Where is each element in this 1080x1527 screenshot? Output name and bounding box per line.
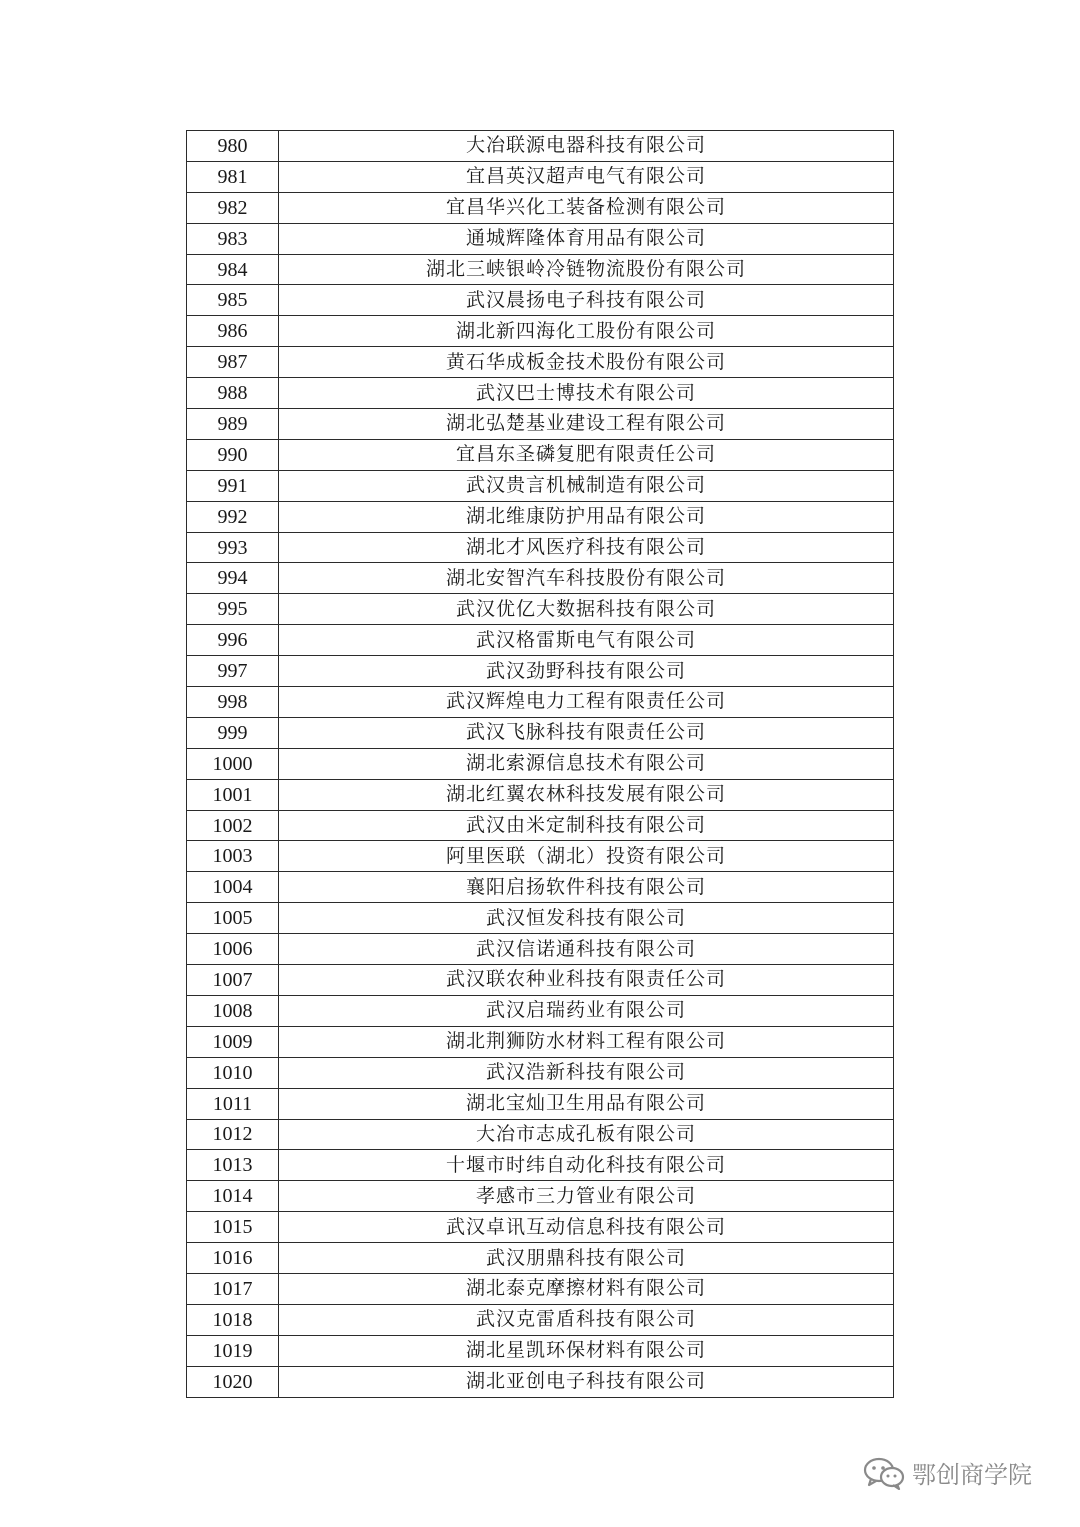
row-number: 992 — [187, 501, 279, 532]
row-number: 1006 — [187, 934, 279, 965]
company-name: 武汉信诺通科技有限公司 — [279, 934, 894, 965]
company-name: 武汉由米定制科技有限公司 — [279, 810, 894, 841]
company-name: 湖北三峡银岭冷链物流股份有限公司 — [279, 254, 894, 285]
row-number: 999 — [187, 717, 279, 748]
company-name: 孝感市三力管业有限公司 — [279, 1181, 894, 1212]
company-name: 襄阳启扬软件科技有限公司 — [279, 872, 894, 903]
company-name: 武汉飞脉科技有限责任公司 — [279, 717, 894, 748]
company-name: 武汉浩新科技有限公司 — [279, 1057, 894, 1088]
table-row — [187, 1119, 894, 1150]
table-row — [187, 1304, 894, 1335]
company-name: 宜昌东圣磷复肥有限责任公司 — [279, 439, 894, 470]
company-list-table — [186, 130, 894, 1398]
row-number: 985 — [187, 285, 279, 316]
table-row — [187, 131, 894, 162]
table-row — [187, 687, 894, 718]
row-number: 1003 — [187, 841, 279, 872]
row-number: 998 — [187, 687, 279, 718]
table-row — [187, 903, 894, 934]
row-number: 983 — [187, 223, 279, 254]
company-list-body — [187, 131, 894, 1398]
table-row — [187, 1150, 894, 1181]
table-row — [187, 347, 894, 378]
table-row — [187, 192, 894, 223]
row-number: 1001 — [187, 779, 279, 810]
table-row — [187, 717, 894, 748]
table-row — [187, 965, 894, 996]
company-name: 宜昌华兴化工装备检测有限公司 — [279, 192, 894, 223]
table-row — [187, 779, 894, 810]
company-name: 湖北才风医疗科技有限公司 — [279, 532, 894, 563]
company-name: 湖北索源信息技术有限公司 — [279, 748, 894, 779]
row-number: 996 — [187, 625, 279, 656]
row-number: 1010 — [187, 1057, 279, 1088]
table-row — [187, 995, 894, 1026]
table-row — [187, 161, 894, 192]
company-name: 武汉恒发科技有限公司 — [279, 903, 894, 934]
table-row — [187, 470, 894, 501]
company-name: 湖北新四海化工股份有限公司 — [279, 316, 894, 347]
company-name: 武汉联农种业科技有限责任公司 — [279, 965, 894, 996]
company-name: 湖北弘楚基业建设工程有限公司 — [279, 409, 894, 440]
row-number: 1019 — [187, 1335, 279, 1366]
company-name: 武汉朋鼎科技有限公司 — [279, 1243, 894, 1274]
row-number: 1005 — [187, 903, 279, 934]
row-number: 995 — [187, 594, 279, 625]
table-row — [187, 872, 894, 903]
row-number: 1017 — [187, 1273, 279, 1304]
company-name: 武汉辉煌电力工程有限责任公司 — [279, 687, 894, 718]
row-number: 1009 — [187, 1026, 279, 1057]
company-name: 武汉格雷斯电气有限公司 — [279, 625, 894, 656]
row-number: 1008 — [187, 995, 279, 1026]
table-row — [187, 409, 894, 440]
watermark-text: 鄂创商学院 — [912, 1461, 1032, 1489]
table-row — [187, 810, 894, 841]
company-name: 大冶市志成孔板有限公司 — [279, 1119, 894, 1150]
row-number: 980 — [187, 131, 279, 162]
row-number: 991 — [187, 470, 279, 501]
row-number: 989 — [187, 409, 279, 440]
company-name: 武汉优亿大数据科技有限公司 — [279, 594, 894, 625]
row-number: 1013 — [187, 1150, 279, 1181]
row-number: 1000 — [187, 748, 279, 779]
table-row — [187, 1212, 894, 1243]
company-name: 阿里医联（湖北）投资有限公司 — [279, 841, 894, 872]
table-row — [187, 378, 894, 409]
company-name: 黄石华成板金技术股份有限公司 — [279, 347, 894, 378]
company-name: 十堰市时纬自动化科技有限公司 — [279, 1150, 894, 1181]
table-row — [187, 223, 894, 254]
table-row — [187, 254, 894, 285]
company-name: 武汉卓讯互动信息科技有限公司 — [279, 1212, 894, 1243]
row-number: 1016 — [187, 1243, 279, 1274]
row-number: 982 — [187, 192, 279, 223]
company-name: 武汉克雷盾科技有限公司 — [279, 1304, 894, 1335]
watermark — [862, 1455, 1032, 1490]
table-row — [187, 656, 894, 687]
row-number: 987 — [187, 347, 279, 378]
company-name: 湖北荆狮防水材料工程有限公司 — [279, 1026, 894, 1057]
row-number: 1012 — [187, 1119, 279, 1150]
table-row — [187, 501, 894, 532]
table-row — [187, 1181, 894, 1212]
table-row — [187, 748, 894, 779]
table-row — [187, 1026, 894, 1057]
wechat-icon — [862, 1456, 906, 1490]
row-number: 984 — [187, 254, 279, 285]
row-number: 986 — [187, 316, 279, 347]
company-name: 湖北亚创电子科技有限公司 — [279, 1366, 894, 1397]
company-name: 湖北宝灿卫生用品有限公司 — [279, 1088, 894, 1119]
row-number: 1011 — [187, 1088, 279, 1119]
table-row — [187, 1335, 894, 1366]
company-name: 武汉晨扬电子科技有限公司 — [279, 285, 894, 316]
company-name: 武汉贵言机械制造有限公司 — [279, 470, 894, 501]
row-number: 1014 — [187, 1181, 279, 1212]
table-row — [187, 316, 894, 347]
row-number: 1020 — [187, 1366, 279, 1397]
table-row — [187, 625, 894, 656]
row-number: 1007 — [187, 965, 279, 996]
row-number: 988 — [187, 378, 279, 409]
table-row — [187, 1243, 894, 1274]
company-name: 通城辉隆体育用品有限公司 — [279, 223, 894, 254]
table-row — [187, 934, 894, 965]
company-name: 武汉劲野科技有限公司 — [279, 656, 894, 687]
row-number: 994 — [187, 563, 279, 594]
company-name: 武汉巴士博技术有限公司 — [279, 378, 894, 409]
row-number: 990 — [187, 439, 279, 470]
company-name: 湖北安智汽车科技股份有限公司 — [279, 563, 894, 594]
row-number: 981 — [187, 161, 279, 192]
company-name: 大冶联源电器科技有限公司 — [279, 131, 894, 162]
company-name: 湖北星凯环保材料有限公司 — [279, 1335, 894, 1366]
row-number: 993 — [187, 532, 279, 563]
table-row — [187, 1366, 894, 1397]
table-row — [187, 1057, 894, 1088]
table-row — [187, 563, 894, 594]
table-row — [187, 532, 894, 563]
company-name: 宜昌英汉超声电气有限公司 — [279, 161, 894, 192]
table-row — [187, 594, 894, 625]
company-name: 湖北维康防护用品有限公司 — [279, 501, 894, 532]
row-number: 1004 — [187, 872, 279, 903]
company-name: 湖北红翼农林科技发展有限公司 — [279, 779, 894, 810]
table-row — [187, 1088, 894, 1119]
row-number: 1002 — [187, 810, 279, 841]
company-name: 武汉启瑞药业有限公司 — [279, 995, 894, 1026]
row-number: 997 — [187, 656, 279, 687]
table-row — [187, 439, 894, 470]
table-row — [187, 285, 894, 316]
table-row — [187, 1273, 894, 1304]
row-number: 1018 — [187, 1304, 279, 1335]
table-row — [187, 841, 894, 872]
row-number: 1015 — [187, 1212, 279, 1243]
company-name: 湖北泰克摩擦材料有限公司 — [279, 1273, 894, 1304]
